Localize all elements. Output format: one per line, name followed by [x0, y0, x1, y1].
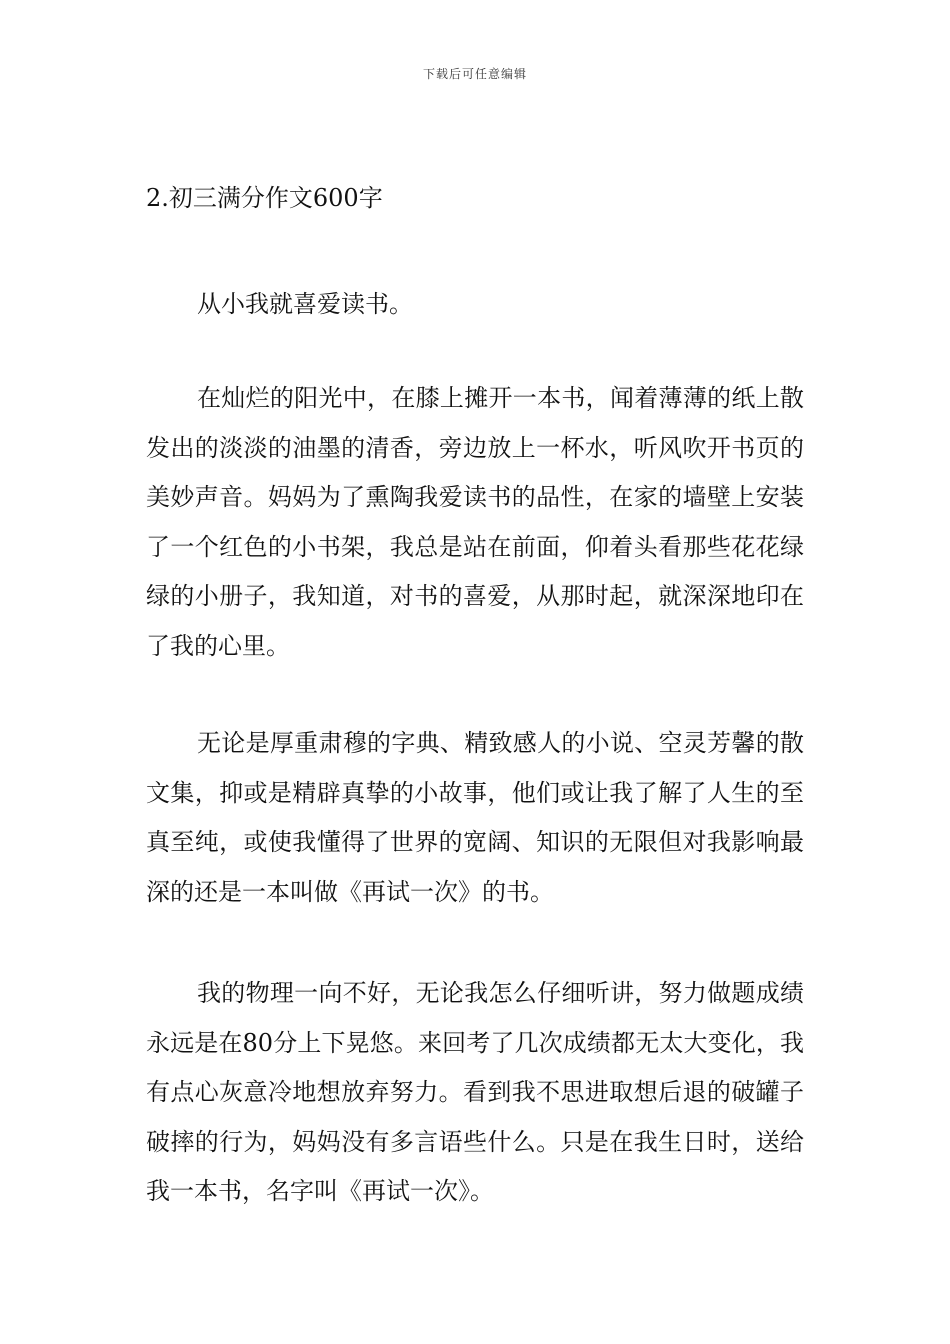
paragraph: 从小我就喜爱读书。 — [197, 290, 413, 318]
paragraph: 无论是厚重肃穆的字典、精致感人的小说、空灵芳馨的散文集，抑或是精辟真挚的小故事，他们或让我了解了人生的至真至纯，或使我懂得了世界的宽阔、知识的无限但对我影响最深的还是一本叫做《再试一次》的书。 — [146, 729, 804, 906]
essay-title: 2.初三满分作文600字 — [146, 184, 383, 212]
paragraph: 我的物理一向不好，无论我怎么仔细听讲，努力做题成绩永远是在80分上下晃悠。来回考了几次成绩都无太大变化，我有点心灰意冷地想放弃努力。看到我不思进取想后退的破罐子破摔的行为，妈妈没有多言语些什么。只是在我生日时，送给我一本书，名字叫《再试一次》。 — [146, 979, 804, 1205]
header-note: 下载后可任意编辑 — [422, 67, 527, 81]
paragraph: 在灿烂的阳光中，在膝上摊开一本书，闻着薄薄的纸上散发出的淡淡的油墨的清香，旁边放上一杯水，听风吹开书页的美妙声音。妈妈为了熏陶我爱读书的品性，在家的墙壁上安装了一个红色的小书架，我总是站在前面，仰着头看那些花花绿绿的小册子，我知道，对书的喜爱，从那时起，就深深地印在了我的心里。 — [146, 384, 804, 660]
